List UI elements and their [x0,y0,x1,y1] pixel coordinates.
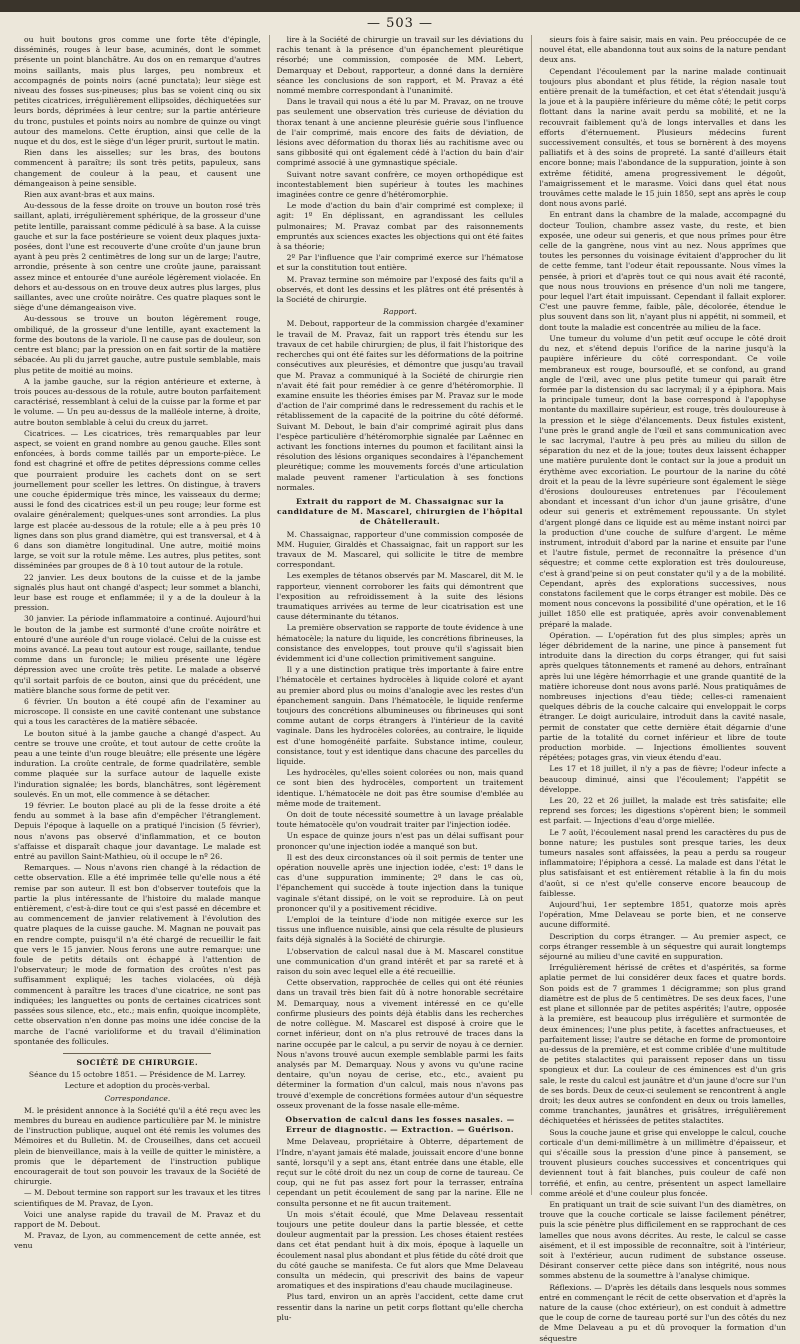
column-3 [531,35,787,1343]
paragraph: 22 janvier. Les deux boutons de la cuisse et de la jambe signalés plus haut ont changé d'aspect; leur sommet a blanchi, leur base est rouge et enflammée; il y a de la douleur à la pression. [14,572,261,613]
paragraph: Irrégulièrement hérissé de crêtes et d'aspérités, sa forme aplatie permet de lui considérer deux faces et quatre bords. Son poids est de 7 grammes 1 décigramme; son plus grand diamètre est de plus de 5 centimètres. De ses deux faces, l'une est plane et sillonnée par de petites aspérités; l'autre, opposée à la première, est beaucoup plus irrégulière et surmontée de deux éminences; l'une plus petite, à facettes anfractueuses, et parfaitement lisse; l'autre se détache en forme de promontoire au-dessus de la première, et est comme criblée d'une multitude de petites stalactites qui paraissent reposer dans un tissu spongieux et dur. La couleur de ces éminences est d'un gris sale, le reste du calcul est jaunâtre et d'un jaune d'ocre sur l'un de ses bords. Deux de ceux-ci seulement se rencontrent à angle droit; les deux autres se confondent en deux ou trois lamelles, comme tranchantes, jaunâtres et grisâtres, irrégulièrement déchiquetées et hérissées de petites stalactites. [539,963,787,1126]
paragraph: lire à la Société de chirurgie un travail sur les déviations du rachis tenant à la présence d'un épanchement pleurétique résorbé; une commission, composée de MM. Lebert, Demarquay et Debout, rapporteur, a donné dans la dernière séance les conclusions de son rapport, et M. Pravaz a été nommé membre correspondant à l'unanimité. [276,35,524,96]
column-1 [14,35,261,1251]
paragraph: Le bouton situé à la jambe gauche a changé d'aspect. Au centre se trouve une croûte, et tout autour de cette croûte la peau a une teinte d'un rouge bleuâtre; elle présente une légère induration. La croûte centrale, de forme quadrilatère, semble comme plaquée sur la surface autour de laquelle existe l'induration signalée; les bords, blanchâtres, sont légèrement soulevés. En un mot, elle commence à se détacher. [14,728,261,799]
paragraph: Les 20, 22 et 26 juillet, la malade est très satisfaite; elle reprend ses forces; les digestions s'opèrent bien; le sommeil est parfait. — Injections d'eau d'orge miellée. [539,796,787,826]
paragraph: Description du corps étranger. — Au premier aspect, ce corps étranger ressemble à un séquestre qui aurait longtemps séjourné au milieu d'une cavité en suppuration. [539,931,787,962]
paragraph: Sous la couche jaune et grise qui enveloppe le calcul, couche corticale d'un demi-millimètre à un millimètre d'épaisseur, et qui s'écaille sous la pression d'une pince à pansement, se trouvent plusieurs couches successives et concentriques qui deviennent tout à fait blanches, puis couleur de café non torréfié, et enfin, au centre, présentent un aspect lamellaire comme aréolé et d'une couleur plus foncée. [539,1127,787,1198]
top-border [0,0,800,12]
paragraph: Opération. — L'opération fut des plus simples; après un léger débridement de la narine, une pince à pansement fut introduite dans la direction du corps étranger, qui fut saisi après quelques tâtonnements et ramené au dehors, entraînant après lui une légère hémorrhagie et une grande quantité de la matière ichoreuse dont nous avons parlé. Nous pratiquâmes de nombreuses injections d'eau tiède; celles-ci ramenaient quelques débris de la couche calcaire qui enveloppait le corps étranger. Le doigt auriculaire, introduit dans la cavité nasale, permit de constater que cette dernière était dégarnie d'une partie de la totalité du cornet inférieur et libre de toute production morbide. — Injections émollientes souvent répétées; potages gras, vin vieux étendu d'eau. [539,630,787,763]
paragraph: 19 février. Le bouton placé au pli de la fesse droite a été fendu au sommet à la base afin d'empêcher l'étranglement. Depuis l'époque à laquelle on a pratiqué l'incision (5 février), nous n'avons pas observé d'inflammation, et ce bouton s'affaisse et disparaît chaque jour davantage. Le malade est entré au pavillon Saint-Mathieu, où il occupe le nº 26. [14,801,261,862]
paragraph: M. le président annonce à la Société qu'il a été reçu avec les membres du bureau en audience particulière par M. le ministre de l'instruction publique, auquel ont été remis les volumes des Mémoires et du Bulletin. M. de Crouseilhes, dans cet accueil plein de bienveillance, mais à la veille de quitter le ministère, a promis que le département de l'instruction publique encouragerait de tout son pouvoir les travaux de la Société de chirurgie. [14,1105,261,1187]
paragraph: L'observation de calcul nasal due à M. Mascarel constitue une communication d'un grand intérêt et par sa rareté et à raison du soin avec lequel elle a été recueillie. [276,946,524,977]
paragraph: Réflexions. — D'après les détails dans lesquels nous sommes entré en commençant le récit de cette observation et d'après la nature de la cause (choc extérieur), on est conduit à admettre que le coup de corne de taureau porté sur l'un des côtés du nez de Mme Delaveau a pu et dû provoquer la formation d'un séquestre [539,1282,787,1343]
paragraph: Au-dessous de la fesse droite on trouve un bouton rosé très saillant, aplati, irrégulièrement sphérique, de la grosseur d'une petite lentille, paraissant comme pédiculé à sa base. A la cuisse gauche et sur la face postérieure se voient deux plaques juxta-posées, dont l'une est recouverte d'une croûte d'un jaune brun ayant à peu près 2 centimètres de long sur un de large; l'autre, arrondie, présente à son centre une croûte jaune, paraissant assez mince et entourée d'une auréole légèrement violacée. En dehors et au-dessous on en trouve deux autres plus larges, plus saillantes, avec une croûte noirâtre. Ces quatre plaques sont le siège d'une démangeaison vive. [14,201,261,313]
paragraph: Voici une analyse rapide du travail de M. Pravaz et du rapport de M. Debout. [14,1209,261,1229]
subheading: Rapport. [383,307,417,317]
paragraph: Dans le travail qui nous a été lu par M. Pravaz, on ne trouve pas seulement une observation très curieuse de déviation du thorax tenant à une ancienne pleurésie guérie sous l'influence de l'air comprimé, mais encore des faits de déviation, de lésions avec déformation du thorax liés au rachitisme avec ou sans gibbosité qui ont également cédé à l'action du bain d'air comprimé associé à une gymnastique spéciale. [276,97,524,168]
paragraph: Au-dessous se trouve un bouton légèrement rouge, ombiliqué, de la grosseur d'une lentille, ayant exactement la forme des boutons de la variole. Il ne cause pas de douleur, son centre est blanc; par la pression on en fait sortir de la matière sébacée. Au pli du jarret gauche, autre pustule semblable, mais plus petite de moitié au moins. [14,314,261,375]
paragraph: Un espace de quinze jours n'est pas un délai suffisant pour prononcer qu'une injection iodée a manqué son but. [276,831,524,851]
paragraph: Suivant notre savant confrère, ce moyen orthopédique est incontestablement bien supérieur à toutes les machines imaginées contre ce genre d'hétéromorphie. [276,169,524,200]
paragraph: Cette observation, rapprochée de celles qui ont été réunies dans un travail très bien fait dû à notre honorable secrétaire M. Demarquay, nous a vivement intéressé en ce qu'elle confirme plusieurs des points déjà établis dans les recherches de notre collègue. M. Mascarel est disposé à croire que le cornet inférieur, dont on n'a plus retrouvé de traces dans la narine occupée par le calcul, a pu servir de noyau à ce dernier. Nous n'avons trouvé aucun exemple semblable parmi les faits analysés par M. Demarquay. Nous y avons vu qu'une racine dentaire, qu'un noyau de cerise, etc., etc., avaient pu déterminer la formation d'un calcul, mais nous n'avons pas trouvé d'exemple de concrétions formées autour d'un séquestre osseux provenant de la fosse nasale elle-même. [276,978,524,1110]
page-number: — 503 — [366,16,434,31]
paragraph: Cependant l'écoulement par la narine malade continuait toujours plus abondant et plus fétide, la région nasale tout entière prenait de la tuméfaction, et cet état s'étendait jusqu'à la joue et à la paupière inférieure du même côté; le petit corps flottant dans la narine avait perdu sa mobilité, et ne la recouvrait faiblement qu'à de longs intervalles et dans les efforts d'éternuement. Plusieurs médecins furent successivement consultés, et tous se bornèrent à des moyens palliatifs et à des soins de propreté. La santé d'ailleurs était encore bonne; mais l'abondance de la suppuration, jointe à son extrême fétidité, amena progressivement le dégoût, l'amaigrissement et le marasme. Voici dans quel état nous trouvâmes cette malade le 15 juin 1850, sept ans après le coup dont nous avons parlé. [539,66,787,209]
paragraph: M. Pravaz termine son mémoire par l'exposé des faits qu'il a observés, et dont les dessins et les plâtres ont été présentés à la Société de chirurgie. [276,274,524,305]
paragraph: Rien aux avant-bras et aux mains. [24,190,155,200]
paragraph: 30 janvier. La période inflammatoire a continué. Aujourd'hui le bouton de la jambe est surmonté d'une croûte noirâtre et entouré d'une auréole d'un rouge violacé. Celui de la cuisse est moins avancé. La peau tout autour est rouge, saillante, tendue comme dans un furoncle; le milieu présente une légère dépression avec une croûte très petite. Le malade a observé qu'il sortait parfois de ce bouton, ainsi que du précédent, une matière blanche sous forme de petit ver. [14,614,261,695]
paragraph: Il y a une distinction pratique très importante à faire entre l'hématocèle et certaines hydrocèles à liquide coloré et ayant au premier abord plus ou moins d'analogie avec les restes d'un épanchement sanguin. Dans l'hématocèle, le liquide renferme toujours des concrétions albumineuses ou fibrineuses qui sont comme autant de corps étrangers à l'intérieur de la cavité vaginale. Dans les hydrocèles colorées, au contraire, le liquide est d'une homogénéité parfaite. Substance intime, couleur, consistance, tout y est identique dans chacune des parcelles du liquide. [276,665,524,767]
subheading: Observation de calcul dans les fosses nasales. — Erreur de diagnostic. — Extraction. — Guérison. [285,1114,515,1135]
paragraph: Un mois s'était écoulé, que Mme Delaveau ressentait toujours une petite douleur dans la partie blessée, et cette douleur augmentait par la pression. Les choses étaient restées dans cet état pendant huit à dix mois, époque à laquelle un écoulement nasal plus abondant et plus fétide du côté droit que du côté gauche se manifesta. Ce fut alors que Mme Delaveau consulta un médecin, qui prescrivit des bains de vapeur aromatiques et des inspirations d'eau chaude mucilagineuse. [276,1209,524,1291]
paragraph: Une tumeur du volume d'un petit œuf occupe le côté droit du nez, et s'étend depuis l'orifice de la narine jusqu'à la paupière inférieure du côté correspondant. Ce voile membraneux est rouge, boursouflé, et se confond, au grand angle de l'œil, avec une plus petite tumeur qui paraît être formée par la distension du sac lacrymal; il y a épiphora. Mais la principale tumeur, dont la base correspond à l'apophyse montante du maxillaire supérieur, est rouge, très douloureuse à la pression et le siège d'élancements. Deux fistules existent, l'une près le grand angle de l'œil et sans communication avec le sac lacrymal, l'autre à peu près au milieu du sillon de séparation du nez et de la joue; toutes deux laissent échapper une matière purulente dont le contact sur la joue a produit un érythème avec excoriation. Le pourtour de la narine du côté droit et la peau de la lèvre supérieure sont également le siège d'érosions douloureuses entretenues par l'écoulement abondant et incessant d'un ichor d'un jaune grisâtre, d'une odeur sui generis et extrêmement repoussante. Un stylet d'argent plongé dans ce liquide est au même instant noirci par la production d'une couche de sulfure d'argent. Le même instrument, introduit d'abord par la narine et ensuite par l'une et l'autre fistule, permet de reconnaître la présence d'un séquestre; et comme cette exploration est très douloureuse, c'est à grand'peine si on peut constater qu'il y a de la mobilité. Cependant, après des explorations successives, nous constatons facilement que le corps étranger est mobile. Dès ce moment nous concevons la possibilité d'une opération, et le 16 juillet 1850 elle est pratiquée, après avoir convenablement préparé la malade. [539,333,787,629]
paragraph: Le 7 août, l'écoulement nasal prend les caractères du pus de bonne nature; les pustules sont presque taries, les deux tumeurs nasales sont affaissées, la peau a perdu sa rougeur inflammatoire; l'épiphora a cessé. La malade est dans l'état le plus satisfaisant et est entièrement rétablie à la fin du mois d'août, si ce n'est qu'elle conserve encore beaucoup de faiblesse. [539,827,787,898]
paragraph: M. Chassaignac, rapporteur d'une commission composée de MM. Huguier, Giraldès et Chassaignac, fait un rapport sur les travaux de M. Mascarel, qui sollicite le titre de membre correspondant. [276,529,524,570]
paragraph: Mme Delaveau, propriétaire à Obterre, département de l'Indre, n'ayant jamais été malade, jouissait encore d'une bonne santé, lorsqu'il y a sept ans, étant entrée dans une étable, elle reçut sur le côté droit du nez un coup de corne de taureau. Ce coup, qui ne fut pas assez fort pour la terrasser, entraîna cependant un petit écoulement de sang par la narine. Elle ne consulta personne et ne fit aucun traitement. [276,1137,524,1208]
session-line: Séance du 15 octobre 1851. — Présidence de M. Larrey. [28,1070,246,1080]
paragraph: Rien dans les aisselles; sur les bras, des boutons commencent à paraître; ils sont très petits, papuleux, sans changement de couleur à la peau, et causent une démangeaison à peine sensible. [14,148,261,188]
column-2 [269,35,524,1322]
paragraph: Les hydrocèles, qu'elles soient colorées ou non, mais quand ce sont bien des hydrocèles, comportent un traitement identique. L'hématocèle ne doit pas être soumise d'emblée au même mode de traitement. [276,768,524,808]
paragraph: ou huit boutons gros comme une forte tête d'épingle, disséminés, rouges à leur base, acuminés, dont le sommet présente un point blanchâtre. Au dos on en remarque d'autres moins saillants, mais plus larges, peu nombreux et accompagnés de points noirs (acné punctata); leur siège est niveau des fosses sus-pineuses; plus bas se voient cinq ou six petites cicatrices, irrégulièrement ellipsoïdes, déchiquetées sur leurs bords, déprimées à leur centre; sur la partie antérieure du tronc, pustules et points noirs au nombre de quinze ou vingt autour des mamelons. Cette éruption, ainsi que celle de la nuque et du dos, est le siège d'un léger prurit, surtout le matin. [14,35,261,147]
paragraph: Les exemples de tétanos observés par M. Mascarel, dit M. le rapporteur, viennent corroborer les faits qui démontrent que l'exposition au refroidissement à la suite des lésions traumatiques arrivées au terme de leur cicatrisation est une cause déterminante du tétanos. [276,571,524,622]
paragraph: On doit de toute nécessité soumettre à un lavage préalable toute hématocèle qu'on voudrait traiter par l'injection iodée. [276,810,524,830]
subheading: Extrait du rapport de M. Chassaignac sur la candidature de M. Mascarel, chirurgien de l'hôpital de Châtellerault. [277,496,523,527]
paragraph: L'emploi de la teinture d'iode non mitigée exerce sur les tissus une influence nuisible, ainsi que cela résulte de plusieurs faits déjà signalés à la Société de chirurgie. [276,915,524,945]
paragraph: En pratiquant un trait de scie suivant l'un des diamètres, on trouve que la couche corticale se laisse facilement pénétrer, puis la scie pénètre plus difficilement en se rapprochant de ces lamelles que nous avons décrites. Au reste, le calcul se casse aisément, et il est impossible de reconnaître, soit à l'intérieur, soit à l'extérieur, aucun rudiment de substance osseuse. Désirant conserver cette pièce dans son intégrité, nous nous sommes abstenu de la soumettre à l'analyse chimique. [539,1199,787,1281]
paragraph: En entrant dans la chambre de la malade, accompagné du docteur Toulion, chambre assez vaste, du reste, et bien exposée, une odeur sui generis, et que nous prîmes pour être celle de la gangrène, nous vint au nez. Nous apprîmes que toutes les personnes du voisinage évitaient d'approcher du lit de cette femme, tant l'odeur était repoussante. Nous vîmes la pensée, à priori et d'après tout ce qui nous avait été raconté, que nous nous trouvions en présence d'un noli me tangere, pour lequel l'art était impuissant. Cependant il fallait explorer. C'est une pauvre femme, faible, pâle, décolorée, étendue le plus souvent dans son lit, n'ayant plus ni appétit, ni sommeil, et dont toute la maladie est concentrée au milieu de la face. [539,210,787,332]
paragraph: sieurs fois à faire saisir, mais en vain. Peu préoccupée de ce nouvel état, elle abandonna tout aux soins de la nature pendant deux ans. [539,35,787,65]
paragraph: 2º Par l'influence que l'air comprimé exerce sur l'hématose et sur la constitution tout entière. [276,253,524,273]
paragraph: Plus tard, environ un an après l'accident, cette dame crut ressentir dans la narine un petit corps flottant qu'elle chercha plu- [276,1292,524,1322]
paragraph: 6 février. Un bouton a été coupé afin de l'examiner au microscope. Il consiste en une cavité contenant une substance qui a tous les caractères de la matière sébacée. [14,697,261,727]
paragraph: M. Debout, rapporteur de la commission chargée d'examiner le travail de M. Pravaz, fait un rapport très étendu sur les travaux de cet habile chirurgien; de plus, il fait l'historique des recherches qui ont été faites sur les déformations de la poitrine consécutives aux pleurésies, et démontre que jusqu'au travail que M. Pravaz a communiqué à la Société de chirurgie rien n'avait été fait pour remédier à ce genre d'hétéromorphie. Il examine ensuite les théories émises par M. Pravaz sur le mode d'action de l'air comprimé dans le redressement du rachis et le rétablissement de la capacité de la poitrine du côté déformé. Suivant M. Debout, le bain d'air comprimé agirait plus dans l'espèce particulière d'hétéromorphie signalée par Laënnec en activant les fonctions internes du poumon et facilitant ainsi la résolution des lésions organiques secondaires à l'épanchement pleurétique; comme les mouvements forcés d'une articulation malade peuvent ramener l'articulation à ses fonctions normales. [276,319,524,492]
paragraph: Le mode d'action du bain d'air comprimé est complexe; il agit: 1º En déplissant, en agrandissant les cellules pulmonaires; M. Pravaz combat par des raisonnements empruntés aux sciences exactes les objections qui ont été faites à sa théorie; [276,201,524,252]
section-divider [63,1053,211,1054]
paragraph: Il est des deux circonstances où il soit permis de tenter une opération nouvelle après une injection iodée, c'est: 1º dans le cas d'une suppuration imminente; 2º dans le cas où, l'épanchement qui succède à toute injection dans la tunique vaginale s'étant dissipé, on le voit se reproduire. Là on peut prononcer qu'il y a positivement récidive. [276,852,524,913]
paragraph: Aujourd'hui, 1er septembre 1851, quatorze mois après l'opération, Mme Delaveau se porte bien, et ne conserve aucune difformité. [539,900,787,930]
section-heading: SOCIÉTÉ DE CHIRURGIE. [76,1057,199,1067]
paragraph: A la jambe gauche, sur la région antérieure et externe, à trois pouces au-dessous de la rotule, autre bouton parfaitement caractérisé, ressemblant à celui de la cuisse par la forme et par le volume. — Un peu au-dessus de la malléole interne, à droite, autre bouton semblable à celui du creux du jarret. [14,376,261,427]
paragraph: La première observation se rapporte de toute évidence à une hématocèle; la nature du liquide, les concrétions fibrineuses, la consistance des enveloppes, tout prouve qu'il s'agissait bien évidemment ici d'une collection primitivement sanguine. [276,623,524,663]
paragraph: Remarques. — Nous n'avons rien changé à la rédaction de cette observation. Elle a été imprimée telle qu'elle nous a été remise par son auteur. Il est bon d'observer toutefois que la partie la plus intéressante de l'histoire du malade manque entièrement, c'est-à-dire tout ce qui s'est passé en décembre et au commencement de janvier relativement à l'évolution des quatre plaques de la cuisse gauche. M. Magnan ne pouvait pas en rendre compte, puisqu'il n'a été chargé de recueillir le fait que vers le 15 janvier. Nous ferons une autre remarque: une foule de petits détails ont échappé à l'attention de l'observateur; le mode de formation des croûtes n'est pas suffisamment expliqué; les taches violacées, où déjà commencent à paraître les traces d'une cicatrice, ne sont pas indiquées; les languettes ou ponts de certaines cicatrices sont passées sous silence, etc., etc.; mais enfin, quoique incomplète, cette observation n'en donne pas moins une idée concise de la marche de l'acné varioliforme et du travail d'élimination spontanée des follicules. [14,863,261,1046]
paragraph: Les 17 et 18 juillet, il n'y a pas de fièvre; l'odeur infecte a beaucoup diminué, ainsi que l'écoulement; l'appétit se développe. [539,764,787,794]
columns [14,35,787,1343]
paragraph: M. Pravaz, de Lyon, au commencement de cette année, est venu [14,1231,261,1251]
minutes-line: Lecture et adoption du procès-verbal. [64,1081,211,1091]
subheading: Correspondance. [104,1093,171,1103]
paragraph: Cicatrices. — Les cicatrices, très remarquables par leur aspect, se voient en grand nombre au genou gauche. Elles sont enfoncées, à bords comme taillés par un emporte-pièce. Le fond est chagriné et offre de petites dépressions comme celles que pourraient produire les cachets dont on se sert journellement pour sceller les lettres. On distingue, à travers une couche épidermique très mince, les vaisseaux du derme; aussi le fond des cicatrices est-il un peu rouge; leur forme est ovalaire généralement; quelques-unes sont arrondies. La plus large est placée au-dessous de la rotule; elle a à peu près 10 lignes dans son plus grand diamètre, qui est transversal, et 4 à 6 dans son diamètre longitudinal. Une autre, moitié moins large, se voit sur la rotule même. Les autres, plus petites, sont disséminées par groupes de 8 à 10 tout autour de la rotule. [14,428,261,571]
paragraph: — M. Debout termine son rapport sur les travaux et les titres scientifiques de M. Pravaz, de Lyon. [14,1188,261,1208]
